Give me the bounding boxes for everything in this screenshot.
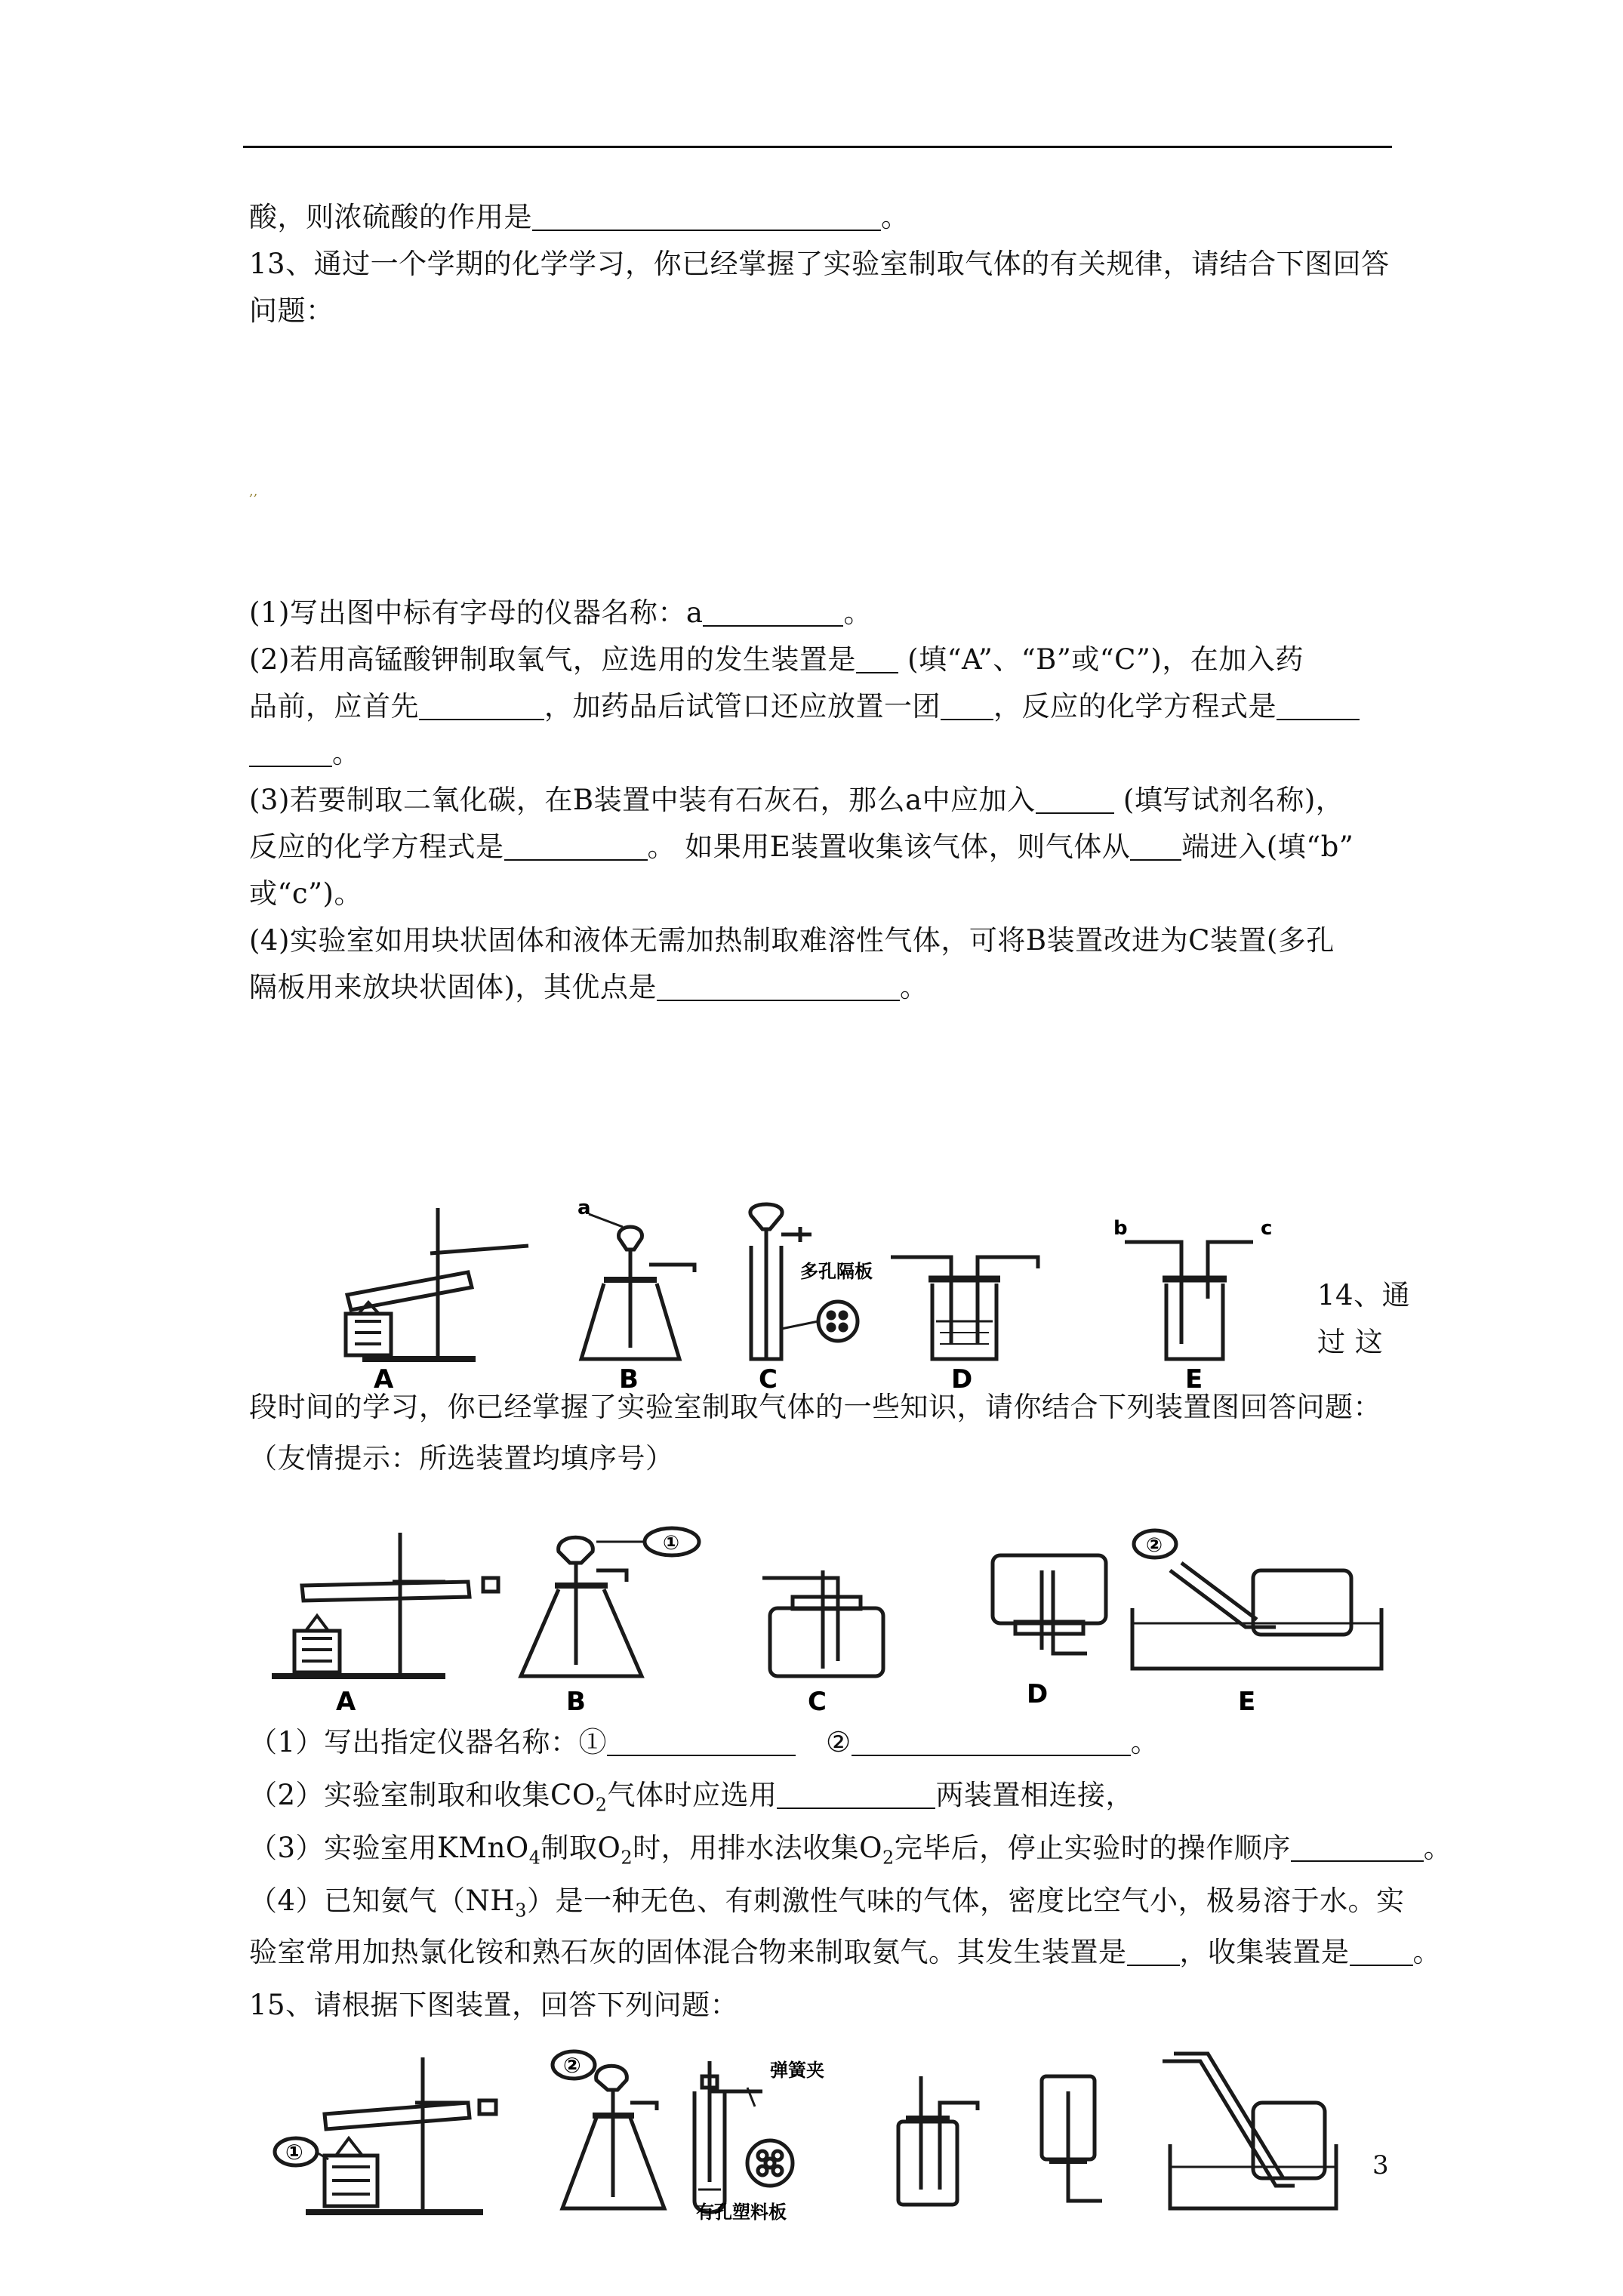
answer-blank[interactable]	[419, 692, 544, 720]
q14-part2: （2）实验室制取和收集$CO_2$气体时应选用 两装置相连接，	[249, 1779, 1134, 1816]
answer-blank[interactable]	[852, 1727, 1131, 1756]
q14-part1: （1）写出指定仪器名称：① ② 。	[249, 1726, 1160, 1758]
q14-part4-line1: （4）已知氨气$(NH_3)$是一种无色、有刺激性气味的气体，密度比空气小，极易溶于水。实	[249, 1885, 1405, 1922]
label-D: D	[951, 1364, 973, 1395]
answer-blank[interactable]	[1127, 1937, 1180, 1966]
apparatus-A	[346, 1208, 528, 1359]
mark-1: ①	[285, 2140, 303, 2165]
apparatus-E	[1125, 1242, 1253, 1359]
answer-blank[interactable]	[1291, 1833, 1424, 1862]
label-C: C	[808, 1687, 827, 1717]
answer-blank[interactable]	[657, 972, 900, 1001]
answer-blank[interactable]	[1277, 692, 1360, 720]
q13-part4-line2: 隔板用来放块状固体)，其优点是 。	[249, 971, 929, 1003]
mark-1: ①	[663, 1532, 680, 1555]
page-number: 3	[1372, 2150, 1389, 2180]
q13-part4-line1: (4)实验室如用块状固体和液体无需加热制取难溶性气体，可将B装置改进为C装置(多孔	[249, 924, 1335, 957]
q13-part3-line3: 或“c”)。	[249, 877, 362, 910]
answer-blank[interactable]	[856, 645, 898, 673]
answer-blank[interactable]	[1036, 785, 1114, 814]
q13-part2-line3: 。	[249, 734, 361, 773]
apparatus-1	[275, 2057, 496, 2212]
perforated-board-label: 有孔塑料板	[696, 2202, 787, 2223]
label-A: A	[374, 1364, 394, 1395]
apparatus-6	[1163, 2054, 1336, 2208]
apparatus-D	[993, 1555, 1106, 1653]
label-C: C	[759, 1364, 778, 1395]
answer-blank[interactable]	[777, 1780, 935, 1809]
q13-part1: (1)写出图中标有字母的仪器名称：a 。	[249, 596, 872, 629]
answer-blank[interactable]	[703, 598, 843, 627]
label-E: E	[1238, 1687, 1256, 1717]
spring-clip-label: 弹簧夹	[770, 2060, 824, 2081]
answer-blank[interactable]	[607, 1727, 796, 1756]
q13-part2-line1: (2)若用高锰酸钾制取氧气，应选用的发生装置是 (填“A”、“B”或“C”)，在加入药	[249, 643, 1304, 676]
apparatus-C	[762, 1570, 883, 1676]
apparatus-4	[898, 2076, 978, 2205]
label-A: A	[336, 1687, 356, 1717]
answer-blank[interactable]	[1350, 1937, 1413, 1966]
mark-2: ②	[1146, 1534, 1163, 1557]
q14-part3: （3）实验室用KMnO$_4$制取$O_2$时，用排水法收集$O_2$完毕后，停止实验时的操作顺序 。	[249, 1832, 1452, 1869]
apparatus-D	[891, 1257, 1038, 1359]
answer-blank[interactable]	[532, 202, 881, 231]
answer-blank[interactable]	[941, 692, 993, 720]
q13-intro-line1: 13、通过一个学期的化学学习，你已经掌握了实验室制取气体的有关规律，请结合下图回答	[249, 248, 1390, 280]
q13-apparatus-figure	[317, 1197, 1283, 1395]
tag-a: a	[577, 1197, 591, 1219]
header-rule	[243, 146, 1392, 148]
q15-intro: 15、请根据下图装置，回答下列问题：	[249, 1989, 739, 2021]
answer-blank[interactable]	[504, 832, 648, 861]
q14-apparatus-figure	[264, 1525, 1397, 1717]
q14-intro-line1: 段时间的学习，你已经掌握了实验室制取气体的一些知识，请你结合下列装置图回答问题：	[249, 1391, 1381, 1423]
q14-intro-line2: （友情提示：所选装置均填序号）	[249, 1442, 674, 1475]
q15-apparatus-figure	[264, 2046, 1351, 2223]
apparatus-A	[272, 1533, 498, 1676]
apparatus-5	[1042, 2076, 1102, 2201]
q14-part4-line2: 验室常用加热氯化铵和熟石灰的固体混合物来制取氨气。其发生装置是 ，收集装置是 。	[249, 1936, 1441, 1968]
q13-part3-line2: 反应的化学方程式是 。 如果用E装置收集该气体，则气体从 端进入(填“b”	[249, 831, 1354, 863]
q14-intro-right1: 14、通	[1317, 1279, 1411, 1311]
q13-part3-line1: (3)若要制取二氧化碳，在B装置中装有石灰石，那么a中应加入 (填写试剂名称)，	[249, 784, 1344, 816]
label-E: E	[1185, 1364, 1203, 1395]
apparatus-3	[694, 2061, 793, 2212]
mark-2: ②	[563, 2053, 581, 2078]
answer-blank[interactable]	[1130, 832, 1181, 861]
inset-label: 多孔隔板	[800, 1261, 873, 1282]
scan-mark: ,,	[249, 483, 258, 499]
answer-blank[interactable]	[249, 738, 332, 767]
apparatus-E	[1132, 1530, 1381, 1669]
label-D: D	[1027, 1679, 1049, 1709]
tag-c: c	[1261, 1217, 1273, 1240]
label-B: B	[566, 1687, 586, 1717]
apparatus-B	[581, 1214, 694, 1359]
q13-intro-line2: 问题：	[249, 294, 334, 327]
tag-b: b	[1113, 1217, 1128, 1240]
q13-part2-line2: 品前，应首先 ，加药品后试管口还应放置一团 ，反应的化学方程式是	[249, 687, 1360, 726]
q14-intro-right2: 过 这	[1317, 1326, 1384, 1358]
q12-tail-line: 酸，则浓硫酸的作用是 。	[249, 201, 910, 233]
label-B: B	[619, 1364, 639, 1395]
